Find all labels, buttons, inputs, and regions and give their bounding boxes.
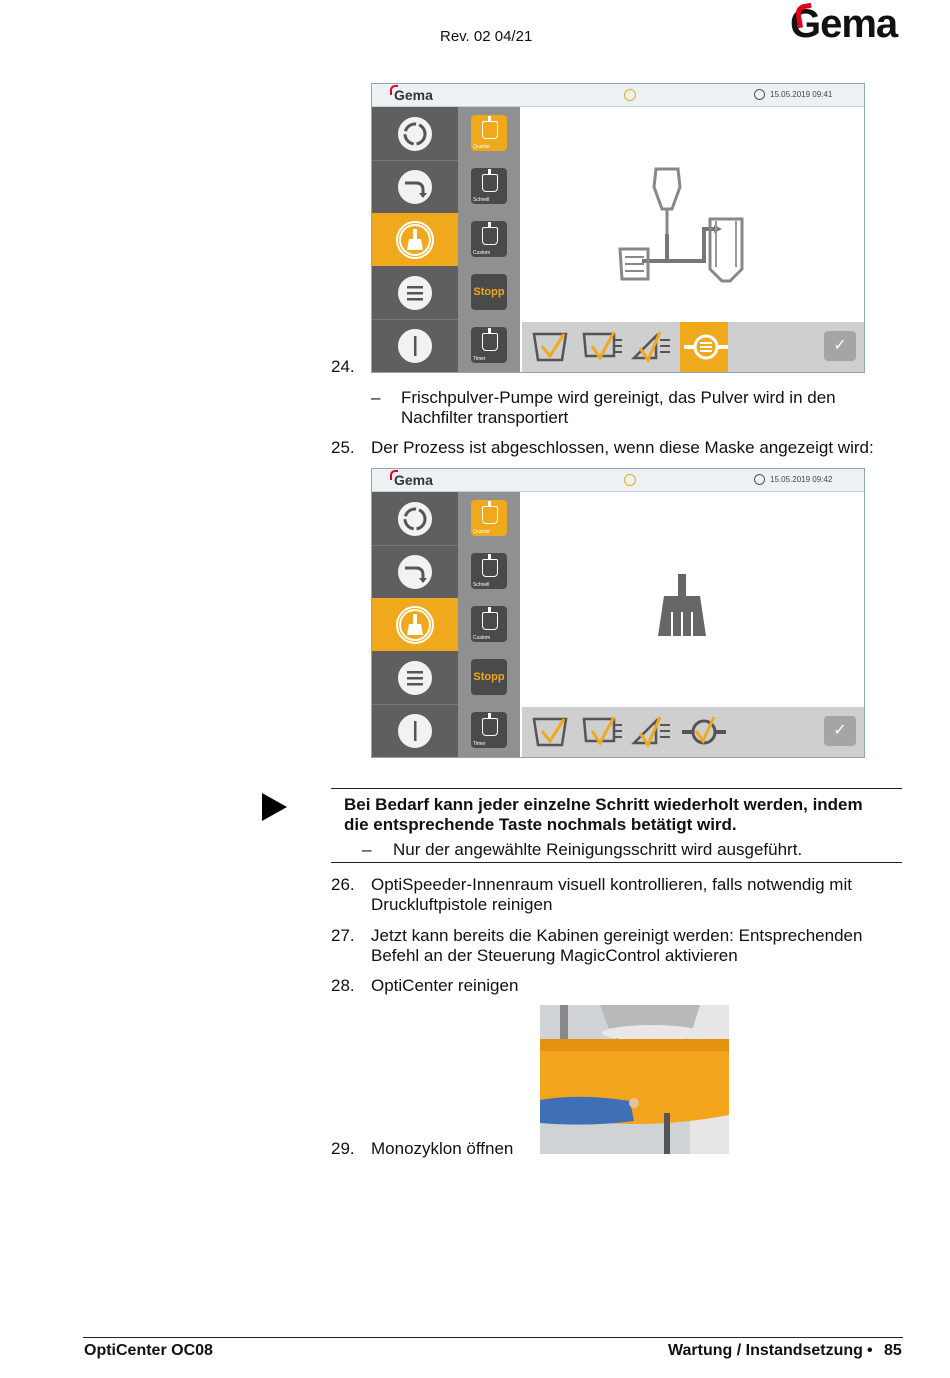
brush-icon — [482, 506, 498, 524]
menu-icon — [396, 659, 434, 697]
step-24-sub-line2: Nachfilter transportiert — [401, 408, 569, 427]
step-4-pump-check-icon[interactable] — [678, 711, 726, 753]
step-27-number: 27. — [331, 926, 355, 945]
turn-arrow-icon — [396, 553, 434, 591]
quick-clean-button[interactable]: Schnell — [471, 168, 507, 204]
step-bar — [522, 322, 864, 372]
quarter-clean-button[interactable]: Quarter — [471, 115, 507, 151]
cleaning-mode-column — [458, 107, 520, 372]
note-arrow-icon — [262, 793, 287, 821]
timer-clean-button[interactable]: Timer — [471, 327, 507, 363]
screen-pump-cleaning — [371, 83, 865, 373]
step-1-check-icon[interactable] — [528, 711, 576, 753]
step-26-line1: OptiSpeeder-Innenraum visuell kontrollieren, falls notwendig mit — [371, 875, 852, 894]
turn-arrow-icon — [396, 168, 434, 206]
revision-label: Rev. 02 04/21 — [440, 28, 533, 45]
footer-rule — [83, 1337, 903, 1338]
step-2-check-icon[interactable] — [578, 326, 626, 368]
screen-datetime: 15.05.2019 09:41 — [770, 90, 833, 99]
brush-icon — [482, 333, 498, 351]
note-line1: Bei Bedarf kann jeder einzelne Schritt wiederholt werden, indem — [344, 795, 863, 814]
screen-process-complete — [371, 468, 865, 758]
pump-to-filter-diagram-icon — [522, 109, 862, 321]
footer-page-number: 85 — [884, 1342, 902, 1359]
screen-logo: Gema — [394, 87, 433, 103]
step-27-line1: Jetzt kann bereits die Kabinen gereinigt werden: Entsprechenden — [371, 926, 863, 945]
screen-sidebar — [372, 492, 458, 757]
step-26-number: 26. — [331, 875, 355, 894]
stop-button[interactable]: Stopp — [471, 274, 507, 310]
screen-datetime: 15.05.2019 09:42 — [770, 475, 833, 484]
process-diagram — [522, 109, 862, 321]
stop-button[interactable]: Stopp — [471, 659, 507, 695]
note-bottom-rule — [331, 862, 902, 863]
brush-icon — [482, 559, 498, 577]
sidebar-item-power[interactable] — [372, 319, 458, 372]
brush-icon — [482, 227, 498, 245]
confirm-button[interactable]: ✓ — [824, 331, 856, 361]
step-25-text: Der Prozess ist abgeschlossen, wenn diese Maske angezeigt wird: — [371, 438, 874, 457]
step-1-check-icon[interactable] — [528, 326, 576, 368]
large-brush-icon — [522, 494, 862, 706]
step-4-pump-icon[interactable] — [680, 322, 728, 372]
monocyclone-photo — [540, 1005, 729, 1154]
sidebar-item-power[interactable] — [372, 704, 458, 757]
brush-icon — [482, 174, 498, 192]
sidebar-item-cleaning[interactable] — [372, 213, 458, 266]
step-bar — [522, 707, 864, 757]
quarter-clean-button[interactable]: Quarter — [471, 500, 507, 536]
footer-section: Wartung / Instandsetzung — [668, 1342, 863, 1359]
note-line2: die entsprechende Taste nochmals betätigt wird. — [344, 815, 737, 834]
step-28-number: 28. — [331, 976, 355, 995]
note-top-rule — [331, 788, 902, 789]
step-2-check-icon[interactable] — [578, 711, 626, 753]
gema-logo — [790, 2, 897, 47]
custom-clean-button[interactable]: Custom — [471, 221, 507, 257]
power-icon — [396, 712, 434, 750]
confirm-button[interactable]: ✓ — [824, 716, 856, 746]
sidebar-item-turn[interactable] — [372, 545, 458, 598]
user-icon[interactable] — [624, 474, 636, 486]
step-26-line2: Druckluftpistole reinigen — [371, 895, 553, 914]
step-29-text: Monozyklon öffnen — [371, 1139, 514, 1158]
note-sub: Nur der angewählte Reinigungsschritt wird ausgeführt. — [393, 840, 803, 859]
sidebar-item-cleaning[interactable] — [372, 598, 458, 651]
custom-clean-button[interactable]: Custom — [471, 606, 507, 642]
cleaning-mode-column — [458, 492, 520, 757]
sidebar-item-menu[interactable] — [372, 651, 458, 704]
brush-icon — [482, 718, 498, 736]
user-icon[interactable] — [624, 89, 636, 101]
clock-icon — [754, 474, 765, 485]
clock-icon — [754, 89, 765, 100]
process-complete-display — [522, 494, 862, 706]
cleaning-brush-icon — [396, 606, 434, 644]
sidebar-item-menu[interactable] — [372, 266, 458, 319]
footer-product: OptiCenter OC08 — [84, 1342, 213, 1359]
step-3-check-icon[interactable] — [628, 326, 676, 368]
screen-sidebar — [372, 107, 458, 372]
step-24-number: 24. — [331, 357, 355, 376]
sidebar-item-turn[interactable] — [372, 160, 458, 213]
cycle-icon — [396, 500, 434, 538]
screen-topbar — [372, 84, 864, 107]
brush-icon — [482, 121, 498, 139]
power-icon — [396, 327, 434, 365]
note-dash: – — [362, 840, 372, 859]
step-24-dash: – — [371, 388, 381, 407]
footer-bullet: • — [867, 1342, 873, 1359]
step-3-check-icon[interactable] — [628, 711, 676, 753]
cycle-icon — [396, 115, 434, 153]
sidebar-item-cycle[interactable] — [372, 492, 458, 545]
step-28-text: OptiCenter reinigen — [371, 976, 519, 995]
cleaning-brush-icon — [396, 221, 434, 259]
step-27-line2: Befehl an der Steuerung MagicControl aktivieren — [371, 946, 738, 965]
step-24-sub-line1: Frischpulver-Pumpe wird gereinigt, das Pulver wird in den — [401, 388, 836, 407]
timer-clean-button[interactable]: Timer — [471, 712, 507, 748]
brush-icon — [482, 612, 498, 630]
gema-logo-text: Gema — [790, 2, 898, 46]
step-29-number: 29. — [331, 1139, 355, 1158]
menu-icon — [396, 274, 434, 312]
sidebar-item-cycle[interactable] — [372, 107, 458, 160]
step-25-number: 25. — [331, 438, 355, 457]
screen-logo: Gema — [394, 472, 433, 488]
quick-clean-button[interactable]: Schnell — [471, 553, 507, 589]
screen-topbar — [372, 469, 864, 492]
